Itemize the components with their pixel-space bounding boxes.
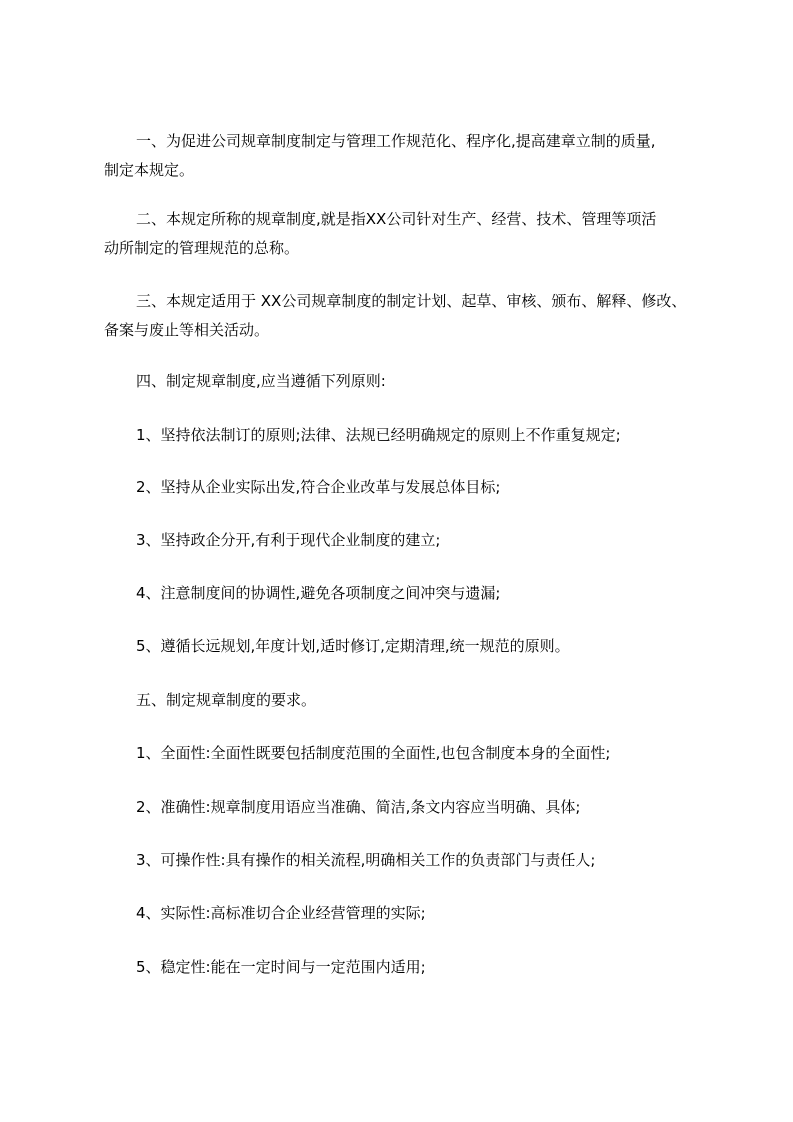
- paragraph-line: 二、本规定所称的规章制度,就是指XX公司针对生产、经营、技术、管理等项活: [136, 210, 657, 228]
- paragraph-line: 4、实际性:高标准切合企业经营管理的实际;: [136, 904, 426, 922]
- paragraph-line: 1、全面性:全面性既要包括制度范围的全面性,也包含制度本身的全面性;: [136, 744, 611, 762]
- principle-item-3: [104, 526, 724, 555]
- principle-item-5: [104, 632, 724, 661]
- principle-item-1: [104, 421, 724, 450]
- principle-item-4: [104, 579, 724, 608]
- paragraph-4: [104, 367, 724, 396]
- requirement-item-5: [104, 953, 724, 982]
- paragraph-line: 一、为促进公司规章制度制定与管理工作规范化、程序化,提高建章立制的质量,: [136, 132, 656, 150]
- paragraph-1: [104, 127, 724, 185]
- principle-item-2: [104, 473, 724, 502]
- paragraph-line: 2、准确性:规章制度用语应当准确、简洁,条文内容应当明确、具体;: [136, 798, 581, 816]
- paragraph-line: 四、制定规章制度,应当遵循下列原则:: [136, 372, 386, 390]
- paragraph-2: [104, 205, 724, 263]
- paragraph-line: 2、坚持从企业实际出发,符合企业改革与发展总体目标;: [136, 478, 501, 496]
- paragraph-5: [104, 686, 724, 715]
- paragraph-line: 5、遵循长远规划,年度计划,适时修订,定期清理,统一规范的原则。: [136, 637, 570, 655]
- requirement-item-4: [104, 899, 724, 928]
- paragraph-line: 三、本规定适用于 XX公司规章制度的制定计划、起草、审核、颁布、解释、修改、: [136, 292, 687, 310]
- requirement-item-2: [104, 793, 724, 822]
- paragraph-line: 动所制定的管理规范的总称。: [104, 239, 300, 257]
- paragraph-line: 制定本规定。: [104, 161, 195, 179]
- requirement-item-3: [104, 846, 724, 875]
- paragraph-line: 3、坚持政企分开,有利于现代企业制度的建立;: [136, 531, 441, 549]
- paragraph-line: 4、注意制度间的协调性,避免各项制度之间冲突与遗漏;: [136, 584, 501, 602]
- paragraph-line: 五、制定规章制度的要求。: [136, 691, 317, 709]
- paragraph-line: 5、稳定性:能在一定时间与一定范围内适用;: [136, 958, 426, 976]
- paragraph-line: 3、可操作性:具有操作的相关流程,明确相关工作的负责部门与责任人;: [136, 851, 596, 869]
- paragraph-line: 1、坚持依法制订的原则;法律、法规已经明确规定的原则上不作重复规定;: [136, 426, 621, 444]
- paragraph-3: [104, 287, 724, 345]
- paragraph-line: 备案与废止等相关活动。: [104, 321, 270, 339]
- requirement-item-1: [104, 739, 724, 768]
